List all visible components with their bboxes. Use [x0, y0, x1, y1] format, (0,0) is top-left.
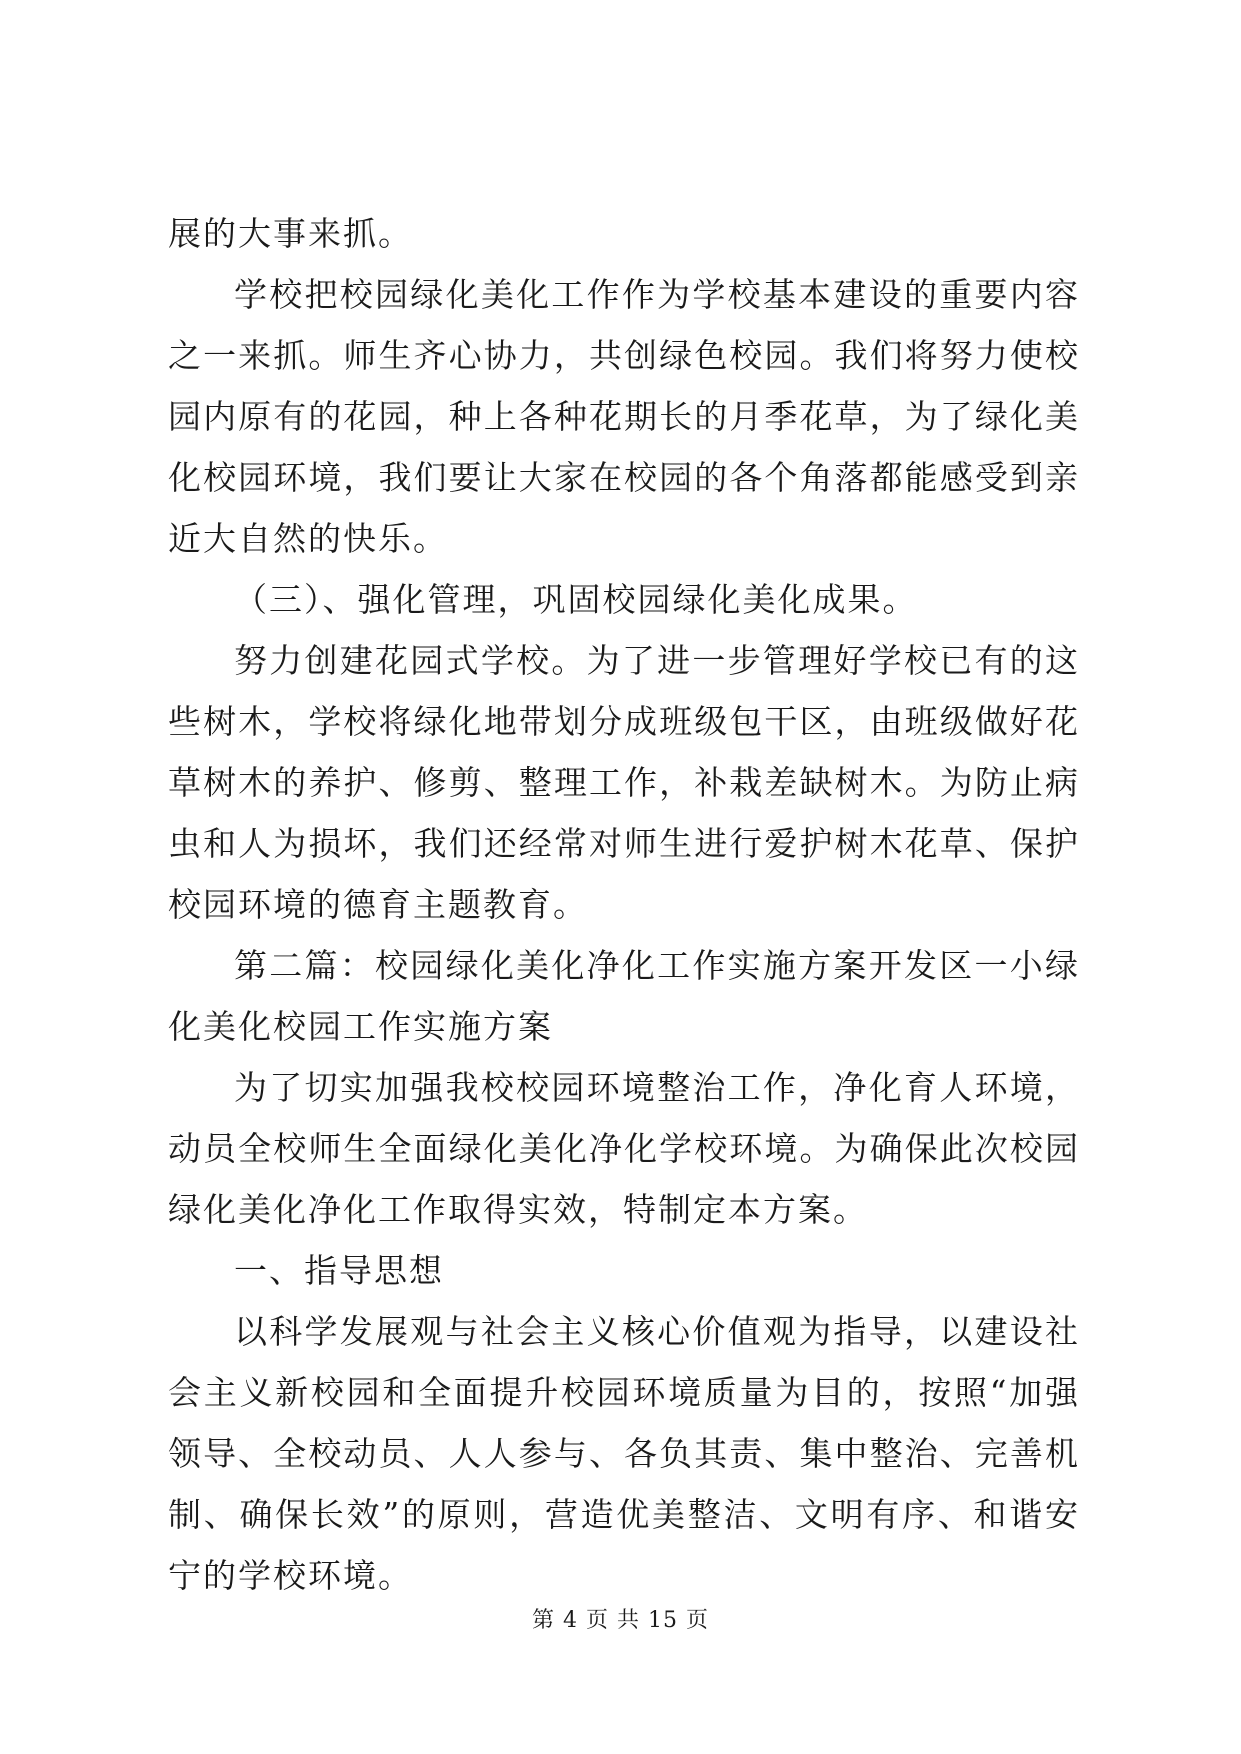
section-heading-3: （三）、强化管理，巩固校园绿化美化成果。 [234, 580, 918, 619]
document-body [168, 203, 1080, 1606]
paragraph-guiding-ideology: 以科学发展观与社会主义核心价值观为指导，以建设社会主义新校园和全面提升校园环境质量为目的，按照“加强领导、全校动员、人人参与、各负其责、集中整治、完善机制、确保长效”的原则，营造优美整洁、文明有序、和谐安宁的学校环境。 [168, 1312, 1080, 1595]
paragraph-continuation: 展的大事来抓。 [168, 214, 413, 253]
section-heading-guiding-ideology: 一、指导思想 [234, 1251, 444, 1290]
paragraph-garden-school: 努力创建花园式学校。为了进一步管理好学校已有的这些树木，学校将绿化地带划分成班级包干区，由班级做好花草树木的养护、修剪、整理工作，补栽差缺树木。为防止病虫和人为损坏，我们还经常对师生进行爱护树木花草、保护校园环境的德育主题教育。 [168, 641, 1080, 924]
paragraph-campus-greening: 学校把校园绿化美化工作作为学校基本建设的重要内容之一来抓。师生齐心协力，共创绿色校园。我们将努力使校园内原有的花园，种上各种花期长的月季花草，为了绿化美化校园环境，我们要让大家在校园的各个角落都能感受到亲近大自然的快乐。 [168, 275, 1080, 558]
chapter-title-2: 第二篇：校园绿化美化净化工作实施方案开发区一小绿化美化校园工作实施方案 [168, 946, 1080, 1046]
page-number-footer: 第 4 页 共 15 页 [532, 1608, 709, 1633]
paragraph-purpose: 为了切实加强我校校园环境整治工作，净化育人环境，动员全校师生全面绿化美化净化学校环境。为确保此次校园绿化美化净化工作取得实效，特制定本方案。 [168, 1068, 1080, 1229]
